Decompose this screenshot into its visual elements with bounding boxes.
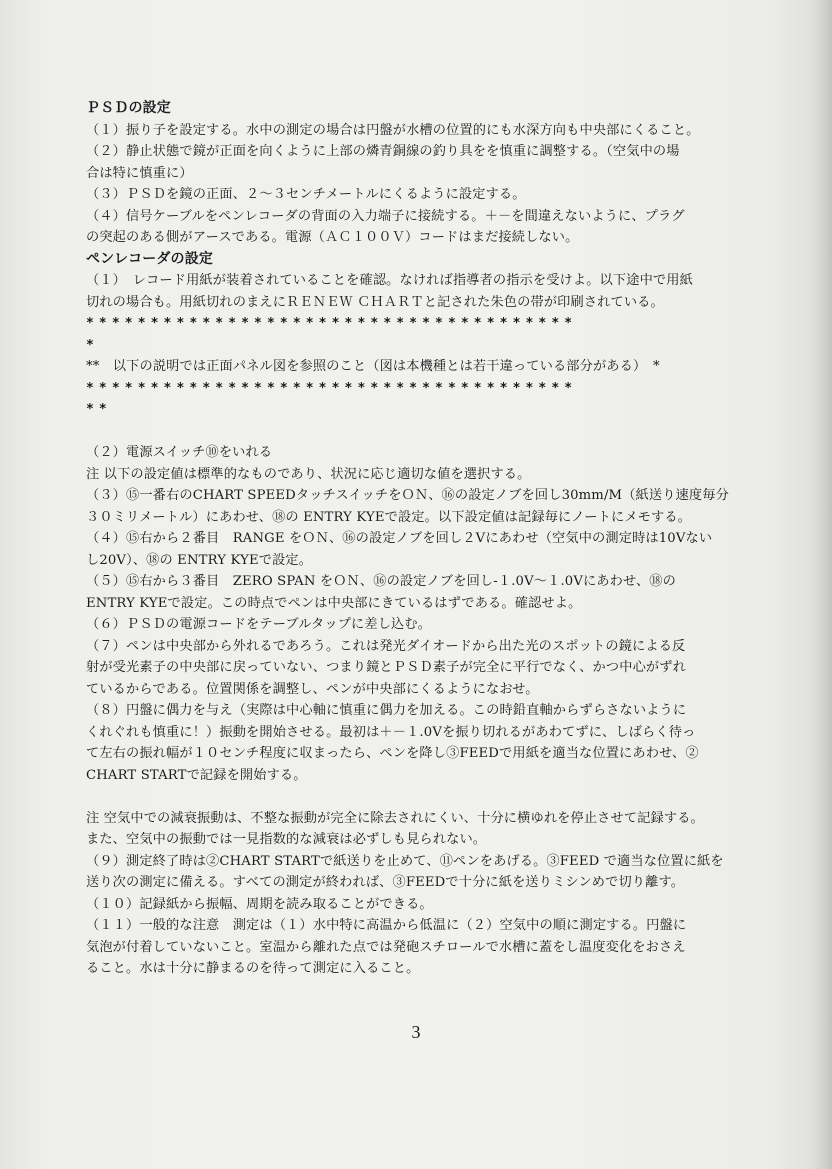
- psd-line: 合は特に慎重に）: [86, 165, 193, 181]
- psd-line: （４）信号ケーブルをペンレコーダの背面の入力端子に接続する。＋－を間違えないように、プラグ: [86, 208, 685, 224]
- step-line: CHART STARTで記録を開始する。: [86, 767, 307, 783]
- page-shadow: [810, 0, 832, 1169]
- step-line: （８）円盤に偶力を与え（実際は中心軸に慎重に偶力を加える。この時鉛直軸からずらさないように: [86, 703, 687, 718]
- notice-text: ** 以下の説明では正面パネル図を参照のこと（図は本機種とは若干違っている部分がある） *: [86, 359, 660, 374]
- asterisk-border: **************************************: [86, 380, 578, 396]
- step-line: （４）⑮右から２番目 RANGE をＯＮ、⑯の設定ノブを回し２Vにあわせ（空気中の測定時は10Vない: [86, 531, 713, 546]
- final-line: 送り次の測定に備える。すべての測定が終われば、③FEEDで十分に紙を送りミシンめで切り離す。: [86, 875, 685, 890]
- final-line: ること。水は十分に静まるのを待って測定に入ること。: [86, 961, 420, 976]
- psd-line: （２）静止状態で鏡が正面を向くように上部の燐青銅線の釣り具をを慎重に調整する。（空気中の場: [86, 144, 680, 159]
- final-line: （９）測定終了時は②CHART STARTで紙送りを止めて、⑪ペンをあげる。③FEED で適当な位置に紙を: [86, 853, 724, 869]
- asterisk-border: **: [86, 402, 112, 417]
- psd-line: の突起のある側がアースである。電源（ＡＣ１００Ｖ）コードはまだ接続しない。: [86, 230, 579, 245]
- recorder-heading: ペンレコーダの設定: [86, 250, 213, 267]
- psd-line: （１）振り子を設定する。水中の測定の場合は円盤が水槽の位置的にも水深方向も中央部にくること。: [86, 122, 700, 138]
- step-line: くれぐれも慎重に！）振動を開始させる。最初は＋－１.0Vを振り切れるがあわてずに、しばらく待っ: [86, 724, 696, 740]
- step-line: ３０ミリメートル）にあわせ、⑱の ENTRY KYEで設定。以下設定値は記録毎にノートにメモする。: [86, 509, 692, 525]
- spacer: [86, 786, 736, 808]
- final-line: 気泡が付着していないこと。室温から離れた点では発砲スチロールで水槽に蓋をし温度変化をおさえ: [86, 939, 686, 955]
- step-line: 射が受光素子の中央部に戻っていない、つまり鏡とＰＳＤ素子が完全に平行でなく、かつ中心がずれ: [86, 660, 686, 675]
- step-line: （７）ペンは中央部から外れるであろう。これは発光ダイオードから出た光のスポットの鏡による反: [86, 638, 686, 654]
- step-line: ているからである。位置関係を調整し、ペンが中央部にくるようになおせ。: [86, 681, 539, 697]
- recorder-line: （１） レコード用紙が装着されていることを確認。なければ指導者の指示を受けよ。以下途中で用紙: [86, 273, 693, 288]
- step-line: （３）⑮一番右のCHART SPEEDタッチスイッチをＯＮ、⑯の設定ノブを回し30mm/M（紙送り速度毎分: [86, 488, 729, 503]
- final-line: また、空気中の振動では一見指数的な減衰は必ずしも見られない。: [86, 832, 487, 847]
- psd-line: （３）ＰＳＤを鏡の正面、２～３センチメートルにくるように設定する。: [86, 187, 526, 202]
- final-line: （１１）一般的な注意 測定は（１）水中特に高温から低温に（２）空気中の順に測定する。円盤に: [86, 918, 687, 933]
- asterisk-border: **************************************: [86, 316, 578, 331]
- final-line: （１０）記録紙から振幅、周期を読み取ることができる。: [86, 896, 433, 912]
- document-body: [86, 98, 736, 980]
- step-line: し20V）、⑱の ENTRY KYEで設定。: [86, 552, 313, 568]
- step-line: て左右の振れ幅が１０センチ程度に収まったら、ペンを降し③FEEDで用紙を適当な位置にあわせ、②: [86, 746, 699, 761]
- step-line: （５）⑮右から３番目 ZERO SPAN をＯＮ、⑯の設定ノブを回し-１.0V～１.0Vにあわせ、⑱の: [86, 574, 676, 589]
- step-line: （６）ＰＳＤの電源コードをテーブルタップに差し込む。: [86, 617, 432, 632]
- step-line: 注 以下の設定値は標準的なものであり、状況に応じ適切な値を選択する。: [86, 466, 531, 482]
- spacer: [86, 421, 736, 443]
- psd-heading: ＰＳＤの設定: [86, 100, 171, 116]
- recorder-line: 切れの場合も。用紙切れのまえにＲＥＮＥＷ ＣＨＡＲＴと記された朱色の帯が印刷されている。: [86, 294, 664, 310]
- page-number: 3: [411, 1022, 421, 1042]
- asterisk-border: *: [86, 337, 99, 353]
- final-line: 注 空気中での減衰振動は、不整な振動が完全に除去されにくい、十分に横ゆれを停止させて記録する。: [86, 810, 704, 826]
- step-line: （２）電源スイッチ⑩をいれる: [86, 445, 273, 460]
- step-line: ENTRY KYEで設定。この時点でペンは中央部にきているはずである。確認せよ。: [86, 595, 582, 611]
